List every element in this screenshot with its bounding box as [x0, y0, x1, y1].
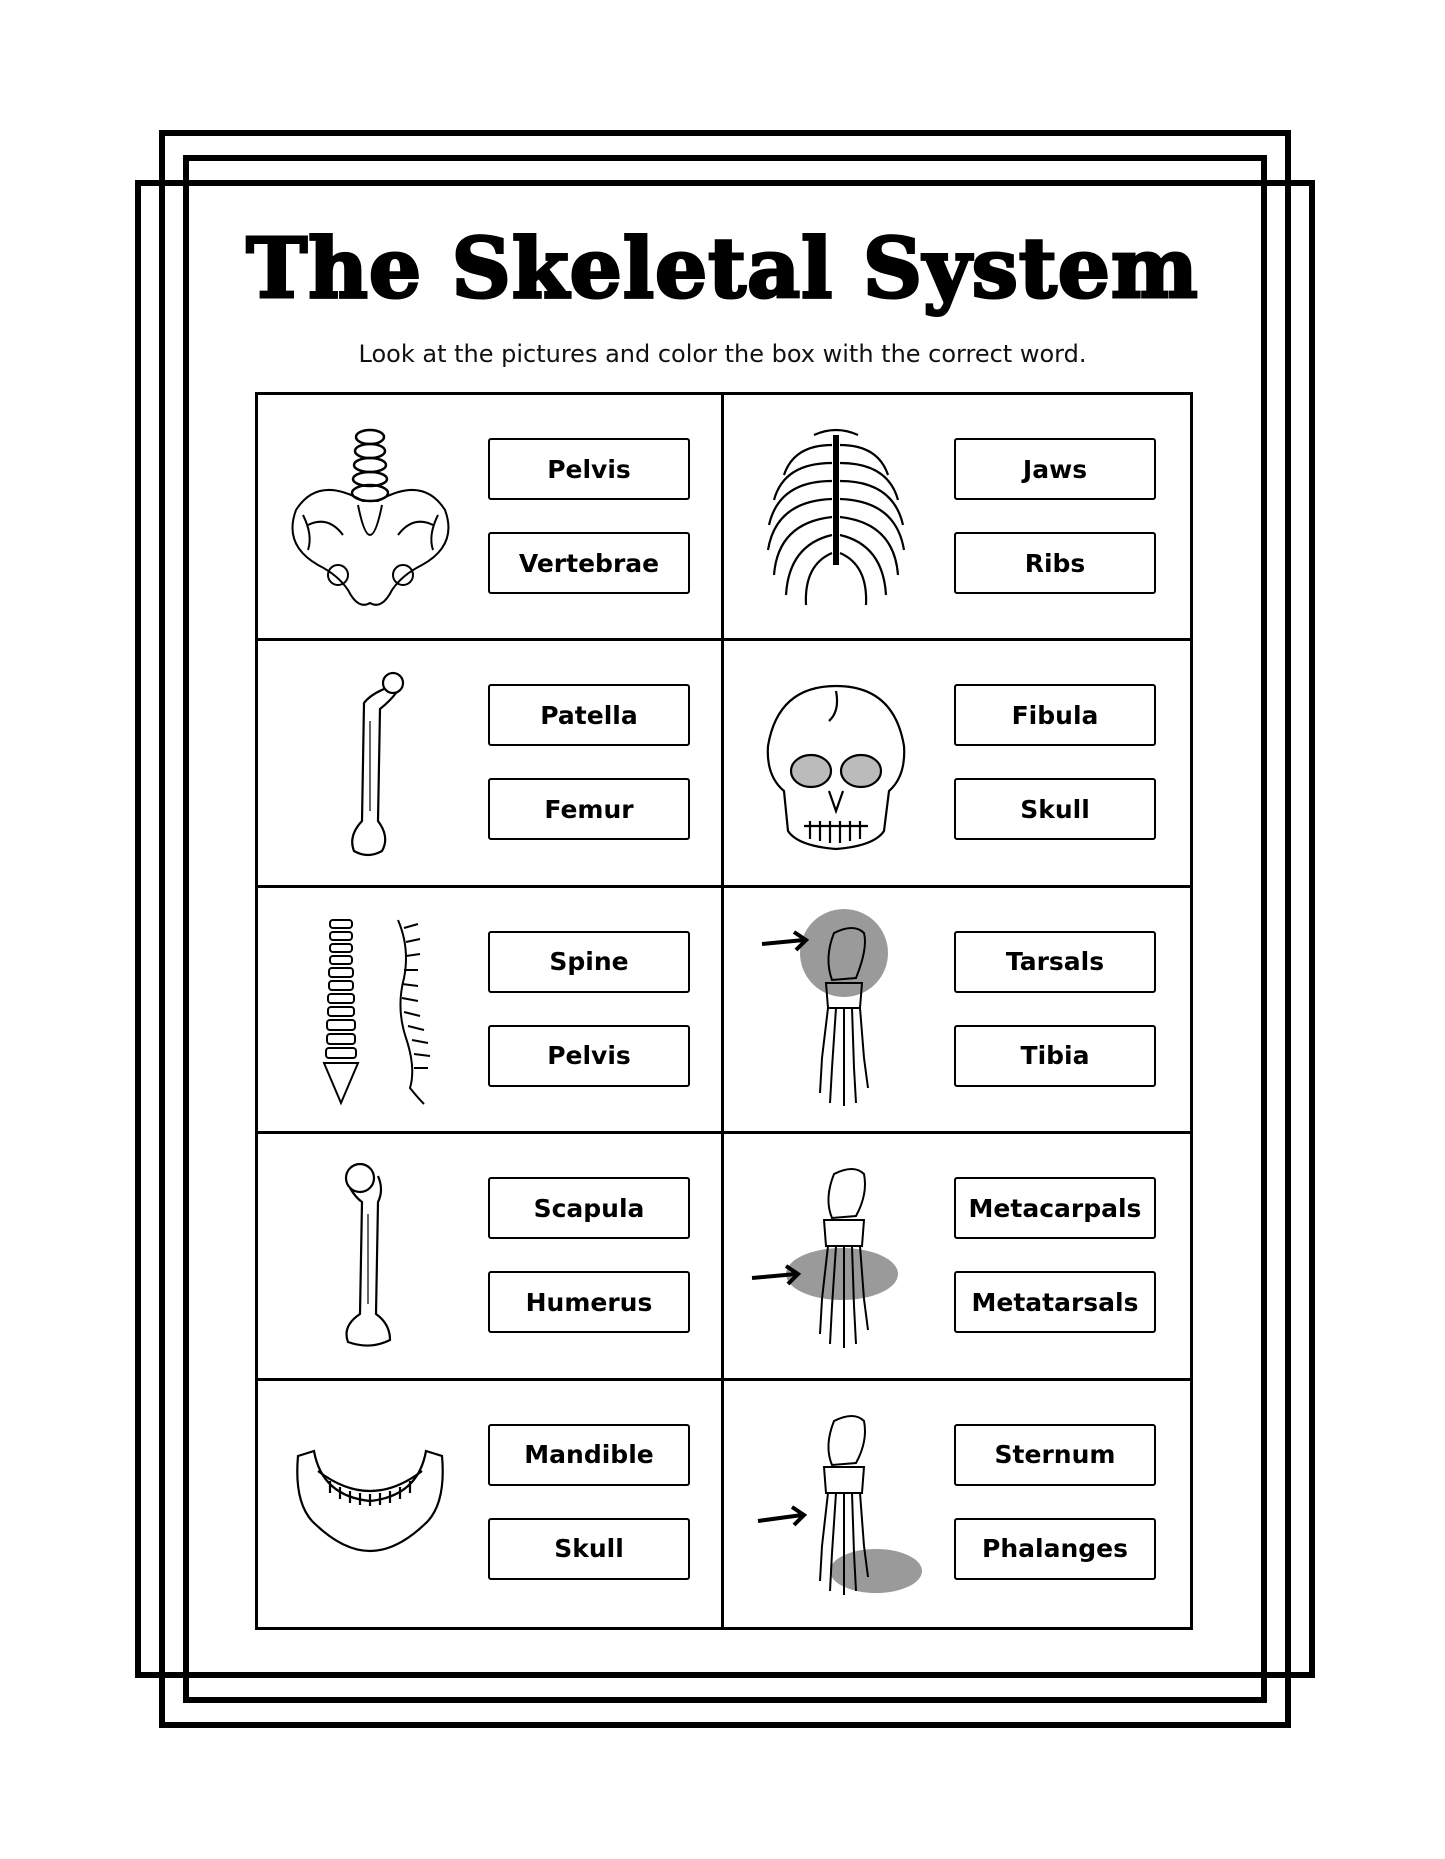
answer-box[interactable]: Skull	[954, 778, 1156, 840]
foot-metatarsals-icon	[744, 1154, 929, 1359]
grid-cell	[724, 395, 1190, 641]
femur-icon	[278, 661, 463, 866]
answer-box[interactable]: Patella	[488, 684, 690, 746]
answer-box[interactable]: Vertebrae	[488, 532, 690, 594]
grid-cell	[724, 641, 1190, 887]
skull-icon	[744, 661, 929, 866]
grid-cell	[724, 888, 1190, 1134]
answer-box[interactable]: Sternum	[954, 1424, 1156, 1486]
answer-grid	[255, 392, 1193, 1630]
answer-box[interactable]: Metatarsals	[954, 1271, 1156, 1333]
foot-tarsals-icon	[744, 908, 929, 1113]
grid-cell	[258, 395, 724, 641]
mandible-icon	[278, 1401, 463, 1606]
answer-box[interactable]: Spine	[488, 931, 690, 993]
foot-phalanges-icon	[744, 1401, 929, 1606]
answer-box[interactable]: Phalanges	[954, 1518, 1156, 1580]
answer-box[interactable]: Mandible	[488, 1424, 690, 1486]
answer-box[interactable]: Scapula	[488, 1177, 690, 1239]
answer-box[interactable]: Humerus	[488, 1271, 690, 1333]
grid-cell	[724, 1134, 1190, 1380]
grid-cell	[258, 641, 724, 887]
answer-box[interactable]: Femur	[488, 778, 690, 840]
answer-box[interactable]: Ribs	[954, 532, 1156, 594]
pelvis-icon	[278, 415, 463, 620]
humerus-icon	[278, 1154, 463, 1359]
answer-box[interactable]: Pelvis	[488, 438, 690, 500]
answer-box[interactable]: Fibula	[954, 684, 1156, 746]
answer-box[interactable]: Pelvis	[488, 1025, 690, 1087]
worksheet-instruction: Look at the pictures and color the box with the correct word.	[358, 340, 1087, 368]
spine-icon	[278, 908, 463, 1113]
answer-box[interactable]: Metacarpals	[954, 1177, 1156, 1239]
answer-box[interactable]: Skull	[488, 1518, 690, 1580]
ribcage-icon	[744, 415, 929, 620]
grid-cell	[258, 888, 724, 1134]
grid-cell	[724, 1381, 1190, 1627]
answer-box[interactable]: Jaws	[954, 438, 1156, 500]
answer-box[interactable]: Tarsals	[954, 931, 1156, 993]
grid-cell	[258, 1381, 724, 1627]
answer-box[interactable]: Tibia	[954, 1025, 1156, 1087]
worksheet-title: The Skeletal System	[246, 221, 1199, 317]
grid-cell	[258, 1134, 724, 1380]
